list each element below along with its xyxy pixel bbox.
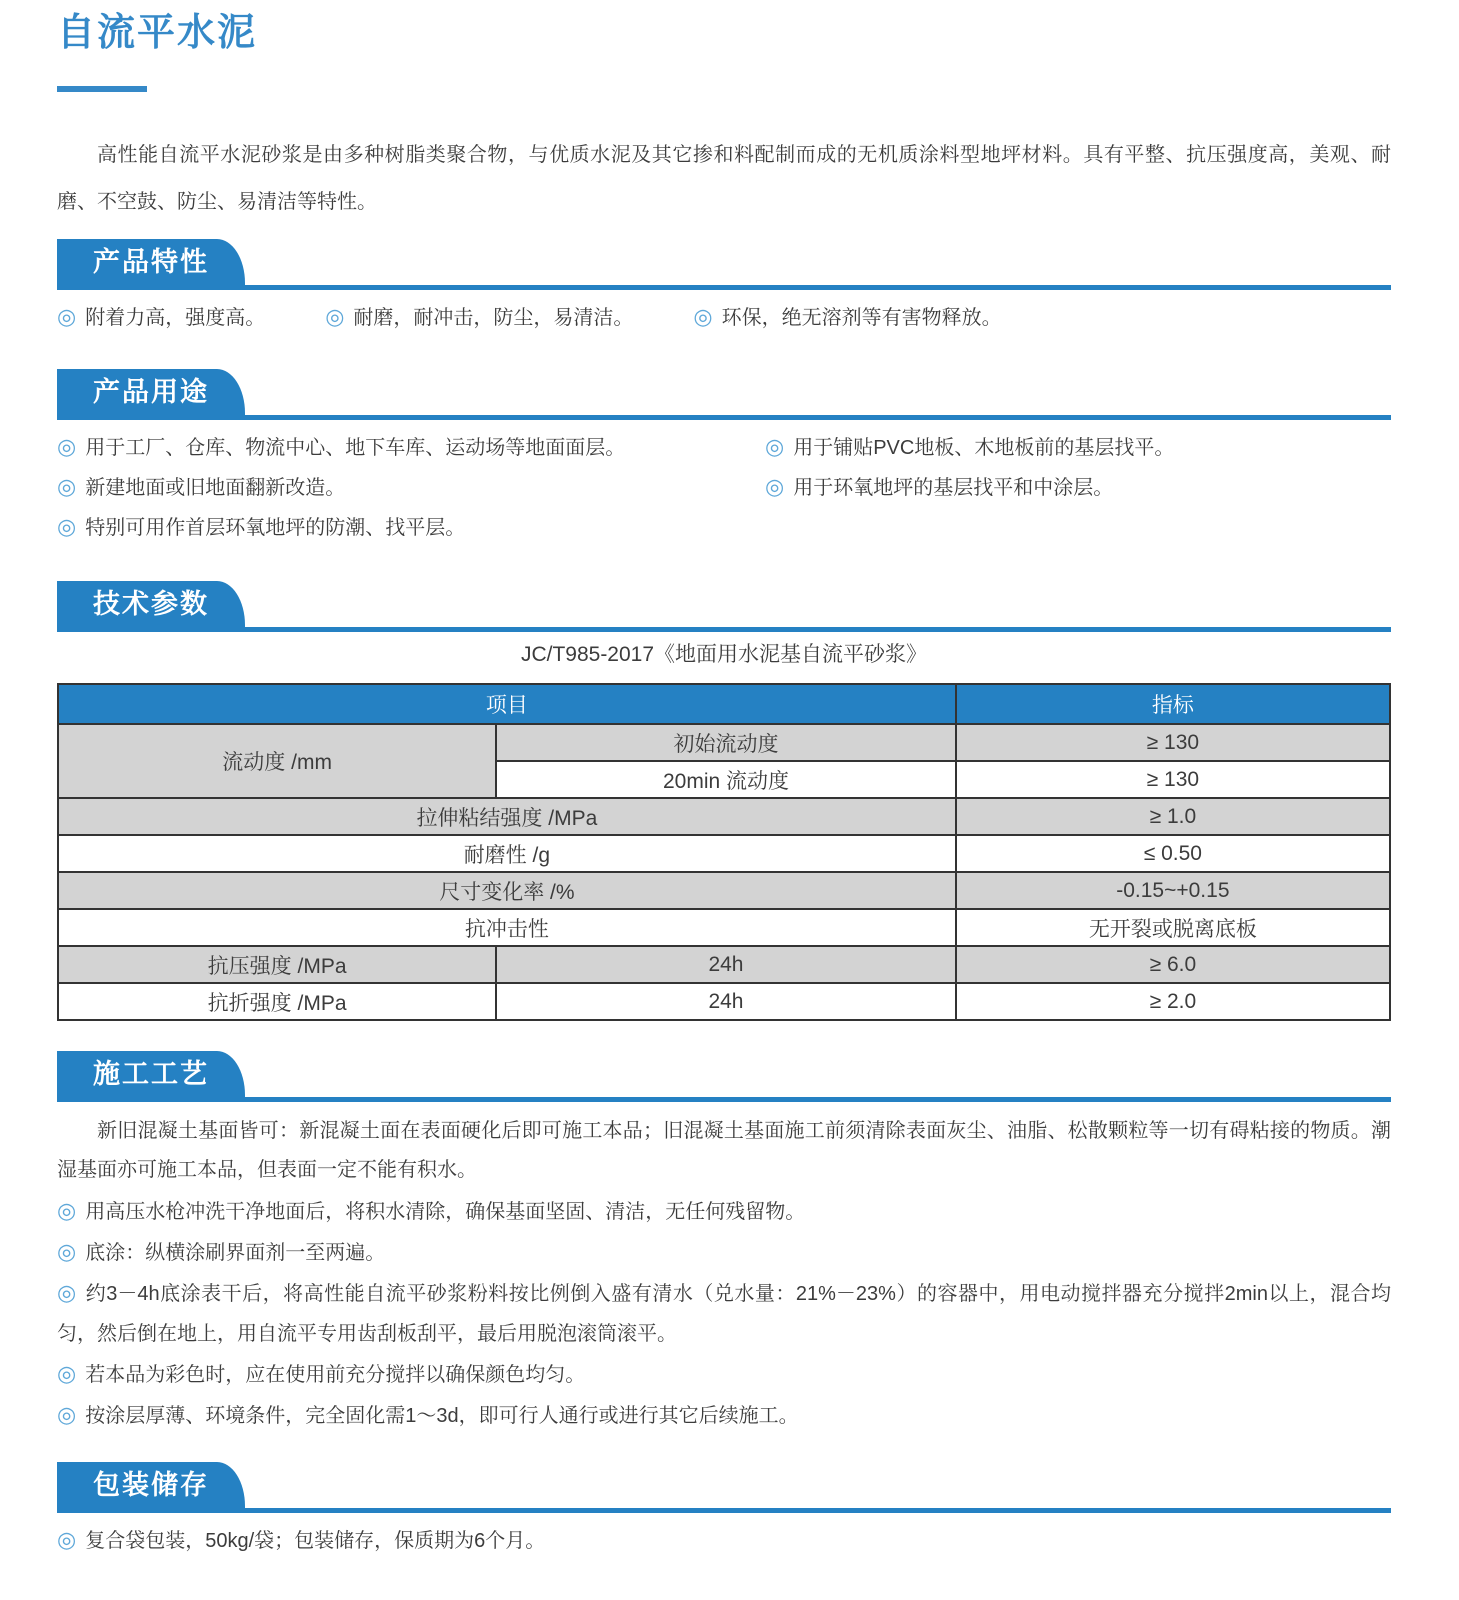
list-item (765, 474, 1174, 501)
section-tab-features: 产品特性 (57, 239, 245, 285)
section-tab-uses: 产品用途 (57, 369, 245, 415)
list-item (57, 1527, 1391, 1554)
list-item (57, 1191, 1391, 1232)
table-row (58, 946, 1390, 983)
list-item (57, 304, 265, 331)
use-text: 用于铺贴PVC地板、木地板前的基层找平。 (793, 437, 1175, 459)
spec-abrasion-name: 耐磨性 /g (58, 835, 956, 872)
bullseye-icon: ◎ (765, 474, 785, 499)
bullseye-icon: ◎ (57, 1239, 77, 1264)
spec-flexural-time: 24h (496, 983, 956, 1020)
bullseye-icon: ◎ (57, 1280, 77, 1305)
table-row (58, 983, 1390, 1020)
process-step-text: 若本品为彩色时，应在使用前充分搅拌以确保颜色均匀。 (85, 1364, 586, 1386)
bullseye-icon: ◎ (325, 304, 345, 329)
list-item (765, 434, 1174, 461)
list-item (57, 1273, 1391, 1354)
section-header-process (57, 1051, 1391, 1102)
process-step-text: 约3－4h底涂表干后，将高性能自流平砂浆粉料按比例倒入盛有清水（兑水量：21%－23%）的容器中，用电动搅拌器充分搅拌2min以上，混合均匀，然后倒在地上，用自流平专用齿刮板刮平，最后用脱泡滚筒滚平。 (57, 1283, 1392, 1345)
use-text: 用于环氧地坪的基层找平和中涂层。 (793, 477, 1114, 499)
standard-reference: JC/T985-2017《地面用水泥基自流平砂浆》 (520, 643, 928, 666)
spec-flow-initial-value: ≥ 130 (956, 724, 1390, 761)
spec-abrasion-value: ≤ 0.50 (956, 835, 1390, 872)
spec-compressive-time: 24h (496, 946, 956, 983)
list-item (693, 304, 1001, 331)
table-row (58, 724, 1390, 761)
table-row (58, 872, 1390, 909)
bullseye-icon: ◎ (693, 304, 713, 329)
process-intro-paragraph: 新旧混凝土基面皆可：新混凝土面在表面硬化后即可施工本品；旧混凝土基面施工前须清除表面灰尘、油脂、松散颗粒等一切有碍粘接的物质。潮湿基面亦可施工本品，但表面一定不能有积水。 (57, 1120, 1391, 1181)
section-tab-process: 施工工艺 (57, 1051, 245, 1097)
spec-flow-initial-name: 初始流动度 (496, 724, 956, 761)
list-item (57, 474, 765, 501)
section-header-packaging (57, 1462, 1391, 1513)
list-item (57, 1395, 1391, 1436)
spec-table (57, 683, 1391, 1021)
spec-flow-group: 流动度 /mm (58, 724, 496, 798)
column-header-item: 项目 (58, 684, 956, 724)
spec-flow-20min-name: 20min 流动度 (496, 761, 956, 798)
section-header-uses (57, 369, 1391, 420)
section-tab-specs: 技术参数 (57, 581, 245, 627)
list-item (57, 1232, 1391, 1273)
bullseye-icon: ◎ (765, 434, 785, 459)
feature-text: 耐磨，耐冲击，防尘，易清洁。 (353, 307, 634, 329)
bullseye-icon: ◎ (57, 1402, 77, 1427)
bullseye-icon: ◎ (57, 1527, 77, 1552)
spec-table-header-row (58, 684, 1390, 724)
use-text: 用于工厂、仓库、物流中心、地下车库、运动场等地面面层。 (85, 437, 626, 459)
packaging-text: 复合袋包装，50kg/袋；包装储存，保质期为6个月。 (85, 1530, 546, 1552)
spec-tensile-name: 拉伸粘结强度 /MPa (58, 798, 956, 835)
bullseye-icon: ◎ (57, 514, 77, 539)
bullseye-icon: ◎ (57, 474, 77, 499)
process-step-text: 用高压水枪冲洗干净地面后，将积水清除，确保基面坚固、清洁，无任何残留物。 (85, 1201, 806, 1223)
feature-text: 附着力高，强度高。 (85, 307, 266, 329)
column-header-index: 指标 (956, 684, 1390, 724)
uses-left-column (57, 434, 765, 541)
process-list (57, 1191, 1391, 1436)
spec-dimension-name: 尺寸变化率 /% (58, 872, 956, 909)
bullseye-icon: ◎ (57, 1361, 77, 1386)
list-item (57, 434, 765, 461)
section-tab-packaging: 包装储存 (57, 1462, 245, 1508)
features-list (57, 304, 1391, 331)
page-title: 自流平水泥 (57, 12, 258, 54)
section-header-features (57, 239, 1391, 290)
bullseye-icon: ◎ (57, 434, 77, 459)
list-item (325, 304, 633, 331)
table-row (58, 798, 1390, 835)
spec-dimension-value: -0.15~+0.15 (956, 872, 1390, 909)
section-header-specs (57, 581, 1391, 632)
process-step-text: 按涂层厚薄、环境条件，完全固化需1～3d，即可行人通行或进行其它后续施工。 (85, 1405, 799, 1427)
spec-tensile-value: ≥ 1.0 (956, 798, 1390, 835)
packaging-list (57, 1527, 1391, 1554)
spec-flexural-name: 抗折强度 /MPa (58, 983, 496, 1020)
spec-flexural-value: ≥ 2.0 (956, 983, 1390, 1020)
feature-text: 环保，绝无溶剂等有害物释放。 (721, 307, 1002, 329)
spec-compressive-value: ≥ 6.0 (956, 946, 1390, 983)
uses-right-column (765, 434, 1174, 541)
spec-flow-20min-value: ≥ 130 (956, 761, 1390, 798)
spec-impact-value: 无开裂或脱离底板 (956, 909, 1390, 946)
process-step-text: 底涂：纵横涂刷界面剂一至两遍。 (85, 1242, 386, 1264)
spec-impact-name: 抗冲击性 (58, 909, 956, 946)
spec-compressive-name: 抗压强度 /MPa (58, 946, 496, 983)
table-row (58, 835, 1390, 872)
uses-list (57, 434, 1391, 541)
bullseye-icon: ◎ (57, 1198, 77, 1223)
intro-paragraph: 高性能自流平水泥砂浆是由多种树脂类聚合物，与优质水泥及其它掺和料配制而成的无机质涂料型地坪材料。具有平整、抗压强度高，美观、耐磨、不空鼓、防尘、易清洁等特性。 (57, 144, 1391, 213)
use-text: 新建地面或旧地面翻新改造。 (85, 477, 346, 499)
list-item (57, 1354, 1391, 1395)
table-row (58, 909, 1390, 946)
list-item (57, 514, 765, 541)
use-text: 特别可用作首层环氧地坪的防潮、找平层。 (85, 517, 466, 539)
bullseye-icon: ◎ (57, 304, 77, 329)
title-underline (57, 86, 147, 92)
